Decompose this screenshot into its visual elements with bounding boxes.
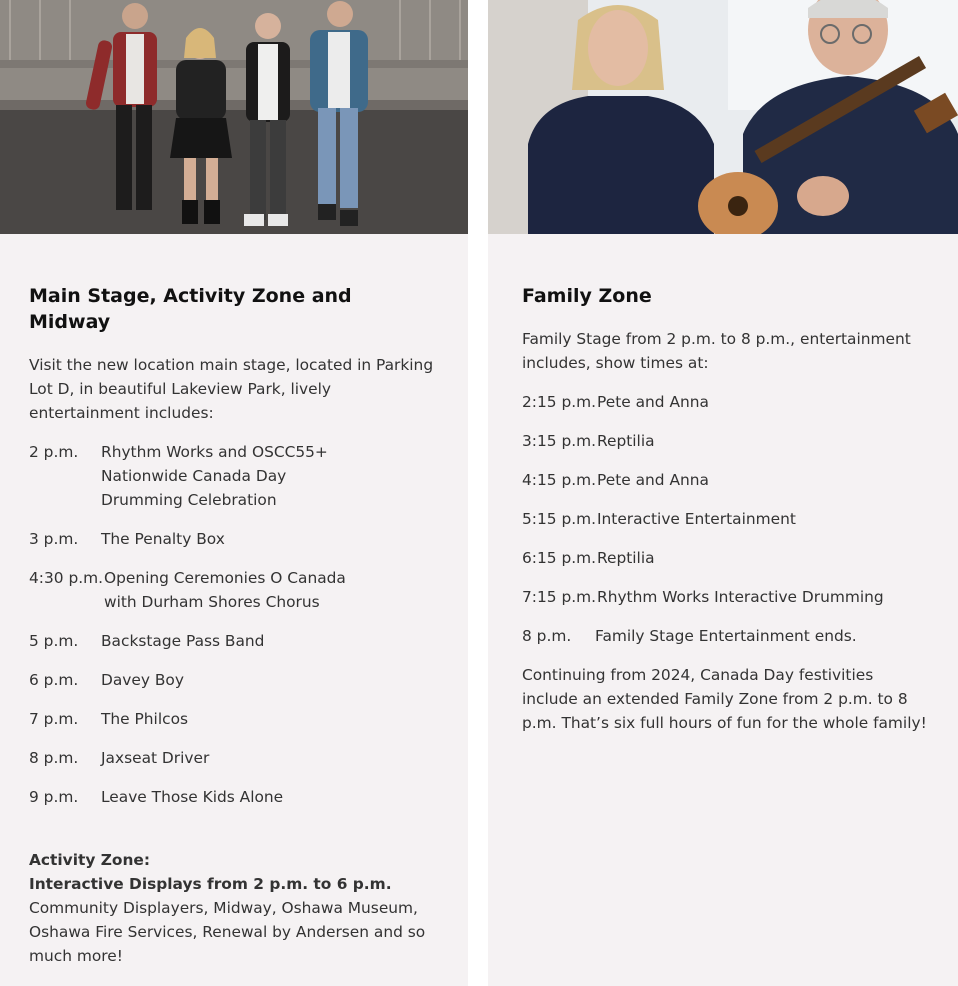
schedule-act: Jaxseat Driver — [101, 749, 210, 767]
schedule-row — [29, 629, 439, 653]
schedule-time: 7:15 p.m. — [522, 588, 596, 606]
schedule-time: 2 p.m. — [29, 443, 79, 461]
activity-zone — [29, 848, 439, 968]
family-zone-closing: Continuing from 2024, Canada Day festivities include an extended Family Zone from 2 p.m. to 8 p.m. That’s six full hours of fun for the whole family! — [522, 666, 927, 732]
activity-zone-title: Activity Zone: — [29, 851, 151, 869]
schedule-act: Pete and Anna — [597, 471, 709, 489]
schedule-act: Rhythm Works and OSCC55+ Nationwide Canada Day Drumming Celebration — [101, 443, 328, 509]
schedule-time: 5:15 p.m. — [522, 510, 596, 528]
family-zone-body — [488, 234, 958, 986]
schedule-time: 6:15 p.m. — [522, 549, 596, 567]
schedule-time: 7 p.m. — [29, 710, 79, 728]
activity-zone-subtitle: Interactive Displays from 2 p.m. to 6 p.m. — [29, 875, 392, 893]
schedule-act: Pete and Anna — [597, 393, 709, 411]
schedule-row — [29, 785, 439, 809]
schedule-row — [29, 440, 439, 512]
schedule-time: 4:30 p.m. — [29, 569, 103, 587]
schedule-act: Opening Ceremonies O Canada with Durham Shores Chorus — [104, 569, 346, 611]
schedule-act: Reptilia — [597, 549, 655, 567]
schedule-row — [522, 585, 928, 609]
schedule-act: The Penalty Box — [101, 530, 225, 548]
main-stage-heading: Main Stage, Activity Zone and Midway — [29, 285, 352, 333]
main-stage-intro: Visit the new location main stage, located in Parking Lot D, in beautiful Lakeview Park, lively entertainment includes: — [29, 356, 434, 422]
schedule-act: The Philcos — [101, 710, 189, 728]
band-photo — [0, 0, 468, 234]
schedule-time: 9 p.m. — [29, 788, 79, 806]
family-zone-card — [488, 0, 958, 986]
schedule-time: 8 p.m. — [29, 749, 79, 767]
schedule-row — [522, 507, 928, 531]
schedule-time: 8 p.m. — [522, 627, 572, 645]
activity-zone-text: Community Displayers, Midway, Oshawa Museum, Oshawa Fire Services, Renewal by Andersen and so much more! — [29, 899, 426, 965]
schedule-row — [29, 527, 439, 551]
schedule-act: Rhythm Works Interactive Drumming — [597, 588, 884, 606]
schedule-row — [29, 668, 439, 692]
schedule-time: 6 p.m. — [29, 671, 79, 689]
family-zone-intro: Family Stage from 2 p.m. to 8 p.m., entertainment includes, show times at: — [522, 330, 911, 372]
schedule-row — [522, 429, 928, 453]
schedule-act: Reptilia — [597, 432, 655, 450]
schedule-time: 2:15 p.m. — [522, 393, 596, 411]
schedule-row — [29, 707, 439, 731]
schedule-act: Backstage Pass Band — [101, 632, 265, 650]
schedule-row — [522, 390, 928, 414]
schedule-time: 3 p.m. — [29, 530, 79, 548]
schedule-row — [29, 746, 439, 770]
schedule-row — [29, 566, 439, 614]
schedule-act: Davey Boy — [101, 671, 184, 689]
main-stage-card — [0, 0, 468, 986]
schedule-row — [522, 546, 928, 570]
duo-photo — [488, 0, 958, 234]
schedule-act: Family Stage Entertainment ends. — [595, 627, 857, 645]
family-zone-heading: Family Zone — [522, 285, 652, 307]
main-stage-body — [0, 234, 468, 986]
schedule-row — [522, 468, 928, 492]
schedule-row — [522, 624, 928, 648]
schedule-time: 3:15 p.m. — [522, 432, 596, 450]
schedule-time: 4:15 p.m. — [522, 471, 596, 489]
schedule-act: Leave Those Kids Alone — [101, 788, 284, 806]
schedule-time: 5 p.m. — [29, 632, 79, 650]
schedule-act: Interactive Entertainment — [597, 510, 796, 528]
